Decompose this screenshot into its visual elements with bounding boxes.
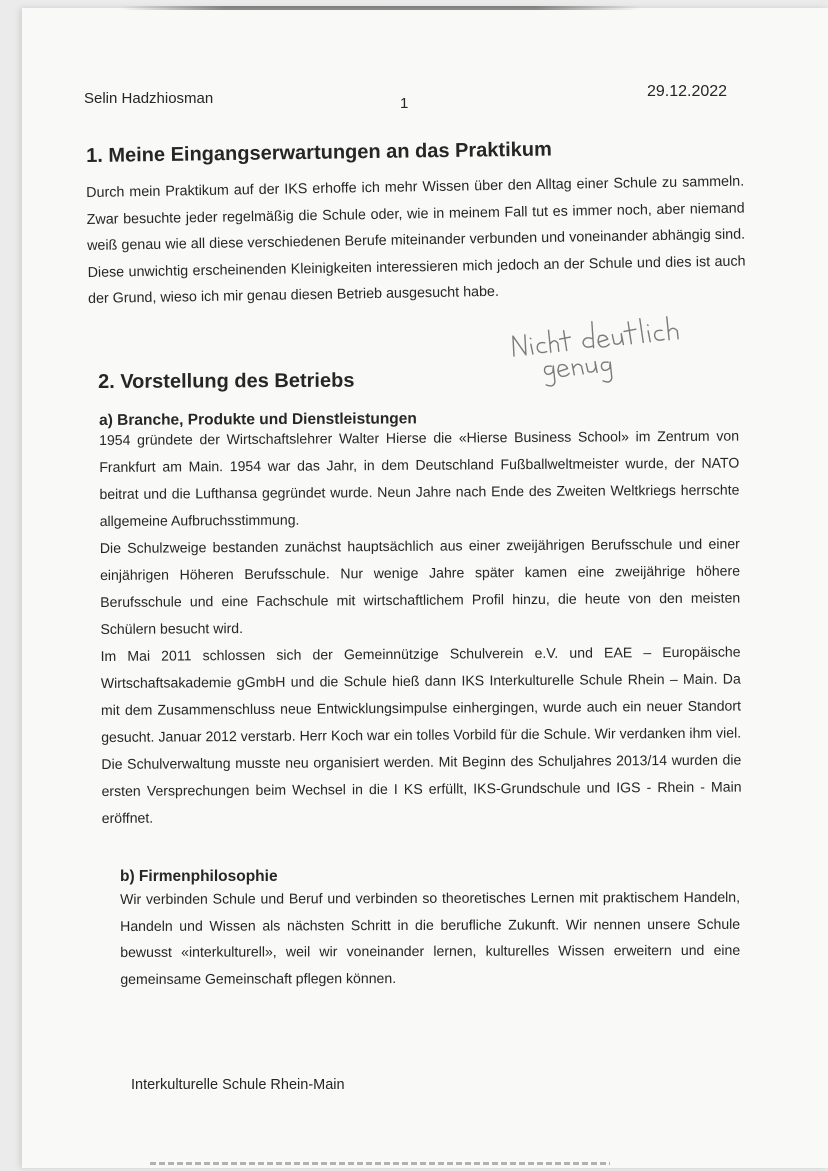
scan-edge-bottom (150, 1162, 610, 1165)
subsection-a-body (99, 423, 742, 832)
section-2-heading: 2. Vorstellung des Betriebs (98, 369, 355, 393)
subsection-a-paragraph: Im Mai 2011 schlossen sich der Gemeinnützige Schulverein e.V. und EAE – Europäische Wirtschaftsakademie gGmbH und die Schule hieß dann IKS Interkulturelle Schule Rhein – Main. Da mit dem Zusammenschluss neue Entwicklungsimpulse einhergingen, wurde auch ein neuer Standort gesucht. Januar 2012 verstarb. Herr Koch war ein tolles Vorbild für die Schule. Wir verdanken ihm viel. Die Schulverwaltung musste neu organisiert werden. Mit Beginn des Schuljahres 2013/14 wurden die ersten Versprechungen beim Wechsel in die I KS erfüllt, IKS-Grundschule und IGS - Rhein - Main eröffnet. (100, 643, 742, 826)
subsection-a-heading: a) Branche, Produkte und Dienstleistungen (99, 410, 417, 429)
scan-edge-top (120, 6, 640, 10)
footer-organization: Interkulturelle Schule Rhein-Main (131, 1077, 345, 1093)
page-number: 1 (400, 95, 409, 112)
subsection-a-paragraph: 1954 gründete der Wirtschaftslehrer Walter Hierse die «Hierse Business School» im Zentrum von Frankfurt am Main. 1954 war das Jahr, in dem Deutschland Fußballweltmeister wurde, der NATO beitrat und die Lufthansa gegründet wurde. Neun Jahre nach Ende des Zweiten Weltkriegs herrschte allgemeine Aufbruchsstimmung. (99, 427, 740, 529)
document-date: 29.12.2022 (647, 83, 728, 100)
section-1-body: Durch mein Praktikum auf der IKS erhoffe ich mehr Wissen über den Alltag einer Schule zu sammeln. Zwar besuchte jeder regelmäßig die Schule oder, wie in meinem Fall tut es immer noch, aber niemand weiß genau wie all diese verschiedenen Berufe miteinander verbunden und voneinander abhängig sind. Diese unwichtig erscheinenden Kleinigkeiten interessieren mich jedoch an der Schule und dies ist auch der Grund, wieso ich mir genau diesen Betrieb ausgesucht habe. (86, 173, 746, 307)
subsection-b-heading: b) Firmenphilosophie (120, 868, 278, 885)
subsection-a-paragraph: Die Schulzweige bestanden zunächst hauptsächlich aus einer zweijährigen Berufsschule und einer einjährigen Höheren Berufsschule. Nur wenige Jahre später kamen eine zweijährige höhere Berufsschule und eine Fachschule mit wirtschaftlichem Profil hinzu, die heute von den meisten Schülern besucht wird. (99, 535, 741, 637)
section-1-heading: 1. Meine Eingangserwartungen an das Praktikum (86, 138, 552, 167)
handwritten-note-drawing (511, 313, 682, 392)
subsection-b-body: Wir verbinden Schule und Beruf und verbinden so theoretisches Lernen mit praktischem Handeln, Handeln und Wissen als nächsten Schritt in die berufliche Zukunft. Wir nennen unsere Schule bewusst «interkulturell», weil wir voneinander lernen, kulturelles Wissen erweitern und eine gemeinsame Gemeinschaft pflegen können. (120, 888, 741, 987)
author-name: Selin Hadzhiosman (84, 90, 214, 107)
